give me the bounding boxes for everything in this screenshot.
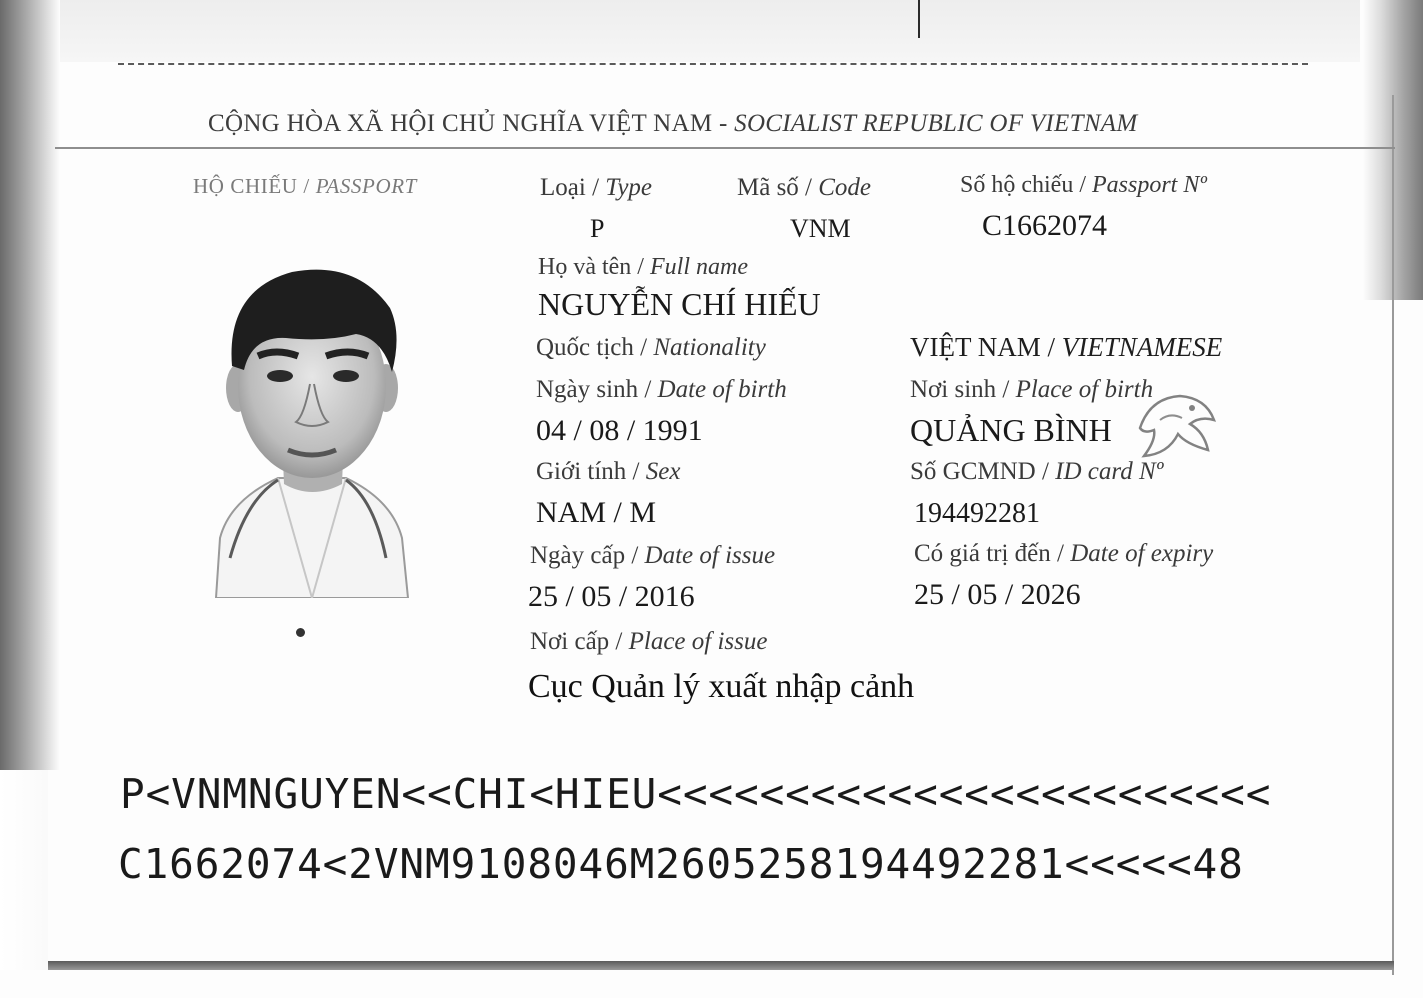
date-of-birth-value: 04 / 08 / 1991 bbox=[536, 414, 703, 447]
republic-heading bbox=[208, 110, 1138, 138]
nationality-label: Quốc tịch / Nationality bbox=[536, 334, 766, 361]
place-of-issue-value: Cục Quản lý xuất nhập cảnh bbox=[528, 668, 915, 705]
portrait-photo-icon bbox=[186, 238, 438, 598]
passport-title bbox=[193, 174, 417, 199]
full-name-label: Họ và tên / Full name bbox=[538, 254, 748, 280]
page-bottom-edge bbox=[48, 961, 1394, 970]
page-edge-right bbox=[1392, 95, 1394, 975]
passport-no-label: Số hộ chiếu / Passport Nº bbox=[960, 172, 1207, 198]
dove-stamp-icon bbox=[1120, 368, 1230, 478]
republic-heading-en: SOCIALIST REPUBLIC OF VIETNAM bbox=[734, 110, 1138, 137]
passport-title-en: PASSPORT bbox=[315, 174, 417, 198]
nationality-value: VIỆT NAM / VIETNAMESE bbox=[910, 332, 1223, 362]
id-card-value: 194492281 bbox=[914, 498, 1040, 529]
place-of-issue-label: Nơi cấp / Place of issue bbox=[530, 628, 768, 655]
shirt-button bbox=[296, 628, 305, 637]
mrz-line-2: C1662074<2VNM9108046M2605258194492281<<<<<48 bbox=[118, 840, 1244, 888]
date-of-expiry-value: 25 / 05 / 2026 bbox=[914, 578, 1081, 611]
page-margin-left bbox=[0, 770, 48, 970]
perforation-line bbox=[118, 63, 1308, 65]
code-label: Mã số / Code bbox=[737, 174, 872, 201]
full-name-value: NGUYỄN CHÍ HIẾU bbox=[538, 286, 821, 322]
date-of-birth-label: Ngày sinh / Date of birth bbox=[536, 376, 787, 403]
place-of-birth-value: QUẢNG BÌNH bbox=[910, 412, 1112, 448]
code-value: VNM bbox=[790, 214, 851, 243]
date-of-issue-label: Ngày cấp / Date of issue bbox=[530, 542, 776, 569]
header-divider bbox=[55, 147, 1395, 149]
date-of-issue-value: 25 / 05 / 2016 bbox=[528, 580, 695, 613]
id-card-label: Số GCMND / ID card Nº bbox=[910, 458, 1164, 485]
passport-no-value: C1662074 bbox=[982, 209, 1108, 242]
sex-label: Giới tính / Sex bbox=[536, 458, 681, 485]
page-mark bbox=[918, 0, 920, 38]
page-shadow-left bbox=[0, 0, 60, 770]
republic-heading-vi: CỘNG HÒA XÃ HỘI CHỦ NGHĨA VIỆT NAM - bbox=[208, 110, 735, 137]
type-value: P bbox=[590, 214, 605, 243]
type-label: Loại / Type bbox=[540, 174, 653, 201]
passport-title-vi: HỘ CHIẾU / bbox=[193, 174, 316, 198]
sex-value: NAM / M bbox=[536, 496, 657, 529]
date-of-expiry-label: Có giá trị đến / Date of expiry bbox=[914, 540, 1214, 567]
facing-page bbox=[60, 0, 1360, 62]
place-of-birth-label: Nơi sinh / Place of birth bbox=[910, 376, 1154, 403]
mrz-line-1: P<VNMNGUYEN<<CHI<HIEU<<<<<<<<<<<<<<<<<<<<<<<< bbox=[120, 770, 1272, 818]
